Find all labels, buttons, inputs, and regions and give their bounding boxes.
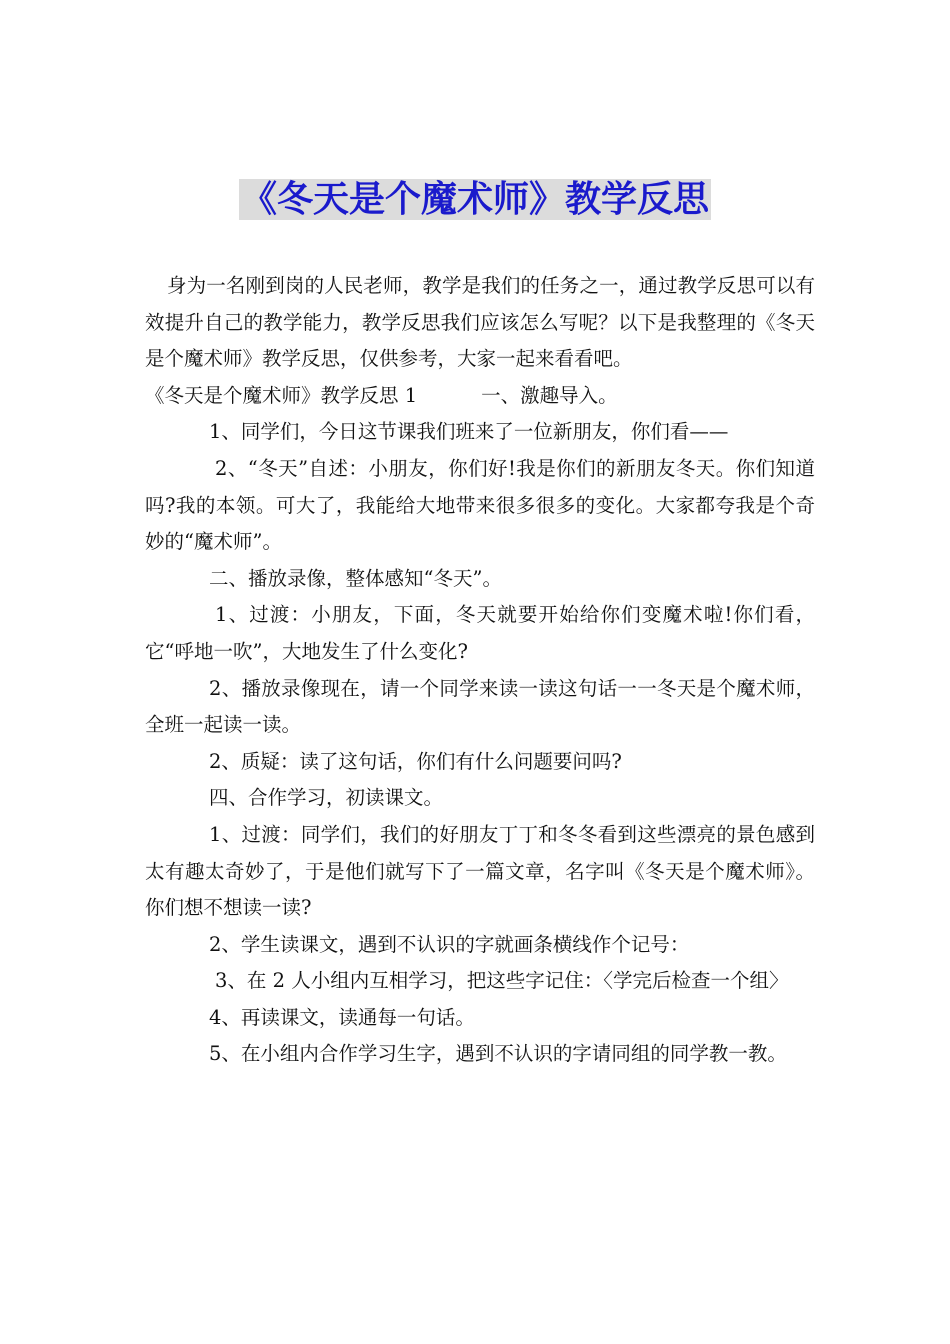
- section-heading: 《冬天是个魔术师》教学反思 1: [145, 383, 418, 407]
- paragraph-10: 1、过渡：同学们，我们的好朋友丁丁和冬冬看到这些漂亮的景色感到太有趣太奇妙了，于是他们就写下了一篇文章，名字叫《冬天是个魔术师》。你们想不想读一读?: [145, 822, 815, 920]
- document-title-text: 《冬天是个魔术师》教学反思: [240, 179, 709, 220]
- paragraph-11: 2、学生读课文，遇到不认识的字就画条横线作个记号：: [209, 932, 690, 956]
- paragraph-3: 1、同学们，今日这节课我们班来了一位新朋友，你们看——: [209, 420, 729, 444]
- paragraph-13: 4、再读课文，读通每一句话。: [209, 1005, 475, 1029]
- paragraph-12: 3、在 2 人小组内互相学习，把这些字记住：〈学完后检查一个组〉: [215, 969, 789, 993]
- intro-paragraph: 身为一名刚到岗的人民老师，教学是我们的任务之一，通过教学反思可以有效提升自己的教学能力，教学反思我们应该怎么写呢？以下是我整理的《冬天是个魔术师》教学反思，仅供参考，大家一起来看看吧。: [145, 274, 815, 371]
- document-title: [0, 178, 950, 222]
- document-body: [145, 268, 815, 1073]
- step-heading-4: 四、合作学习，初读课文。: [209, 786, 444, 810]
- paragraph-8: 2、质疑：读了这句话，你们有什么问题要问吗?: [209, 749, 622, 773]
- step-heading-2: 二、播放录像，整体感知“冬天”。: [209, 566, 502, 590]
- step-heading-1: 一、激趣导入。: [481, 383, 618, 407]
- paragraph-4: 2、“冬天”自述：小朋友，你们好!我是你们的新朋友冬天。你们知道吗?我的本领。可大了，我能给大地带来很多很多的变化。大家都夸我是个奇妙的“魔术师”。: [145, 456, 815, 554]
- section-heading-line: [145, 378, 815, 415]
- paragraph-14: 5、在小组内合作学习生字，遇到不认识的字请同组的同学教一教。: [209, 1042, 787, 1066]
- paragraph-7: 2、播放录像现在，请一个同学来读一读这句话一一冬天是个魔术师，全班一起读一读。: [145, 676, 815, 737]
- paragraph-6: 1、过渡：小朋友，下面，冬天就要开始给你们变魔术啦!你们看，它“呼地一吹”，大地发生了什么变化?: [145, 603, 815, 663]
